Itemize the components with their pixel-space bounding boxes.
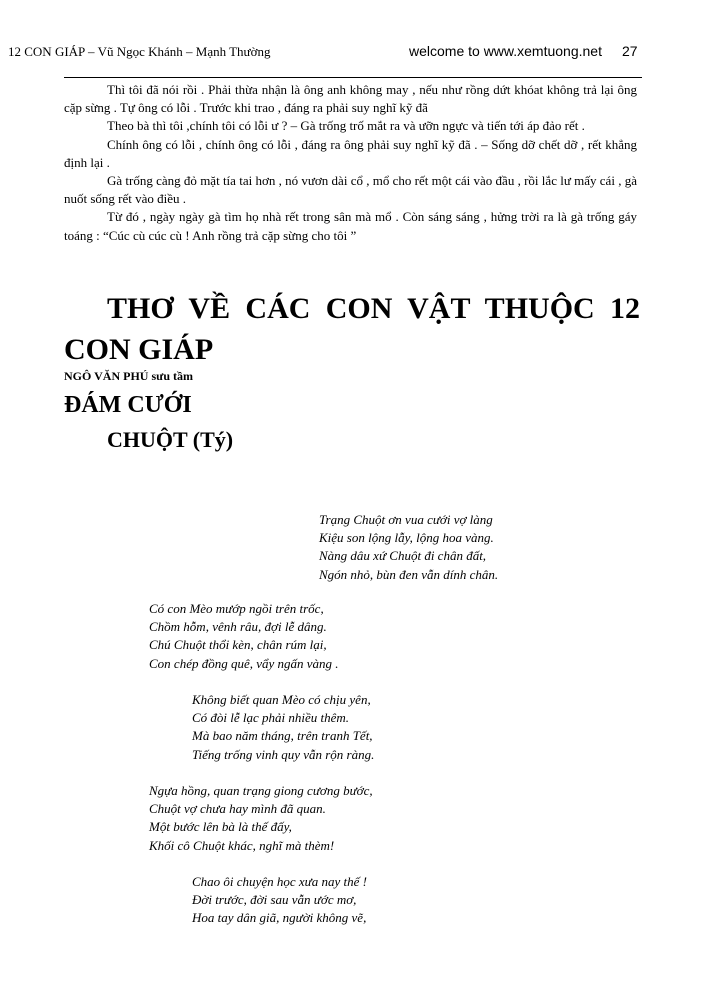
story-paragraph: Từ đó , ngày ngày gà tìm họ nhà rết trong sân mà mổ . Còn sáng sáng , hửng trời ra là gà trống gáy toáng : “Cúc cù cúc cù ! Anh rồng trả cặp sừng cho tôi ” <box>64 209 637 243</box>
compiler-credit: NGÔ VĂN PHÚ sưu tầm <box>64 369 193 383</box>
poem-line: Hoa tay dân giã, người không vẽ, <box>192 910 367 926</box>
story-paragraph: Gà trống càng đỏ mặt tía tai hơn , nó vươn dài cổ , mổ cho rết một cái vào đầu , rồi lắc lư mấy cái , gà nuốt sống rết vào điều . <box>64 173 637 207</box>
story-paragraph: Theo bà thì tôi ,chính tôi có lỗi ư ? – Gà trống trố mắt ra và ưỡn ngực và tiến tới áp đảo rết . <box>107 118 585 134</box>
poem-line: Nàng dâu xứ Chuột đi chân đất, <box>319 548 487 564</box>
poem-line: Ngón nhỏ, bùn đen vẫn dính chân. <box>319 566 499 582</box>
poem-stanza-1 <box>319 511 498 584</box>
poem-line: Khối cô Chuột khác, nghĩ mà thèm! <box>149 837 335 853</box>
poem-line: Đời trước, đời sau vẫn ước mơ, <box>192 892 357 908</box>
page-number: 27 <box>622 43 638 59</box>
running-header-website: welcome to www.xemtuong.net <box>409 43 602 59</box>
story-paragraph: Chính ông có lỗi , chính ông có lỗi , đáng ra ông phải suy nghĩ kỹ đã . – Sống dỡ chết dỡ , rết khẳng định lại . <box>64 136 637 170</box>
poem-line: Chuột vợ chưa hay mình đã quan. <box>149 801 326 817</box>
poem-stanza-3 <box>192 691 374 764</box>
poem-line: Trạng Chuột ơn vua cưới vợ làng <box>319 512 493 527</box>
poem-stanza-5 <box>192 873 367 928</box>
section-title: THƠ VỀ CÁC CON VẬT THUỘC 12 CON GIÁP <box>64 292 640 366</box>
poem-title-line-1: ĐÁM CƯỚI <box>64 392 192 418</box>
header-rule <box>64 77 642 78</box>
poem-stanza-4 <box>149 782 373 855</box>
poem-line: Ngựa hồng, quan trạng giong cương bước, <box>149 783 373 798</box>
poem-line: Con chép đồng quê, vẩy ngấn vàng . <box>149 655 339 671</box>
poem-line: Có con Mèo mướp ngồi trên trốc, <box>149 601 324 616</box>
poem-line: Kiệu son lộng lẫy, lộng hoa vàng. <box>319 530 494 546</box>
poem-line: Mà bao năm tháng, trên tranh Tết, <box>192 728 373 744</box>
poem-line: Không biết quan Mèo có chịu yên, <box>192 692 371 707</box>
poem-stanza-2 <box>149 600 339 673</box>
poem-line: Chao ôi chuyện học xưa nay thế ! <box>192 874 367 889</box>
poem-line: Có đòi lễ lạc phải nhiều thêm. <box>192 710 350 726</box>
running-header-left: 12 CON GIÁP – Vũ Ngọc Khánh – Mạnh Thường <box>8 44 271 59</box>
story-body <box>64 81 637 245</box>
poem-title-line-2: CHUỘT (Tý) <box>107 427 234 452</box>
poem-line: Chú Chuột thổi kèn, chân rúm lại, <box>149 637 327 653</box>
poem-line: Một bước lên bà là thế đấy, <box>149 819 292 835</box>
poem-line: Tiếng trống vinh quy vẫn rộn ràng. <box>192 746 375 762</box>
poem-line: Chồm hỗm, vênh râu, đợi lễ dâng. <box>149 619 327 635</box>
story-paragraph: Thì tôi đã nói rồi . Phải thừa nhận là ông anh không may , nếu như rồng dứt khóat không trả lại ông cặp sừng . Tự ông có lỗi . Trước khi trao , đáng ra phải suy nghĩ kỹ đã <box>64 82 637 116</box>
